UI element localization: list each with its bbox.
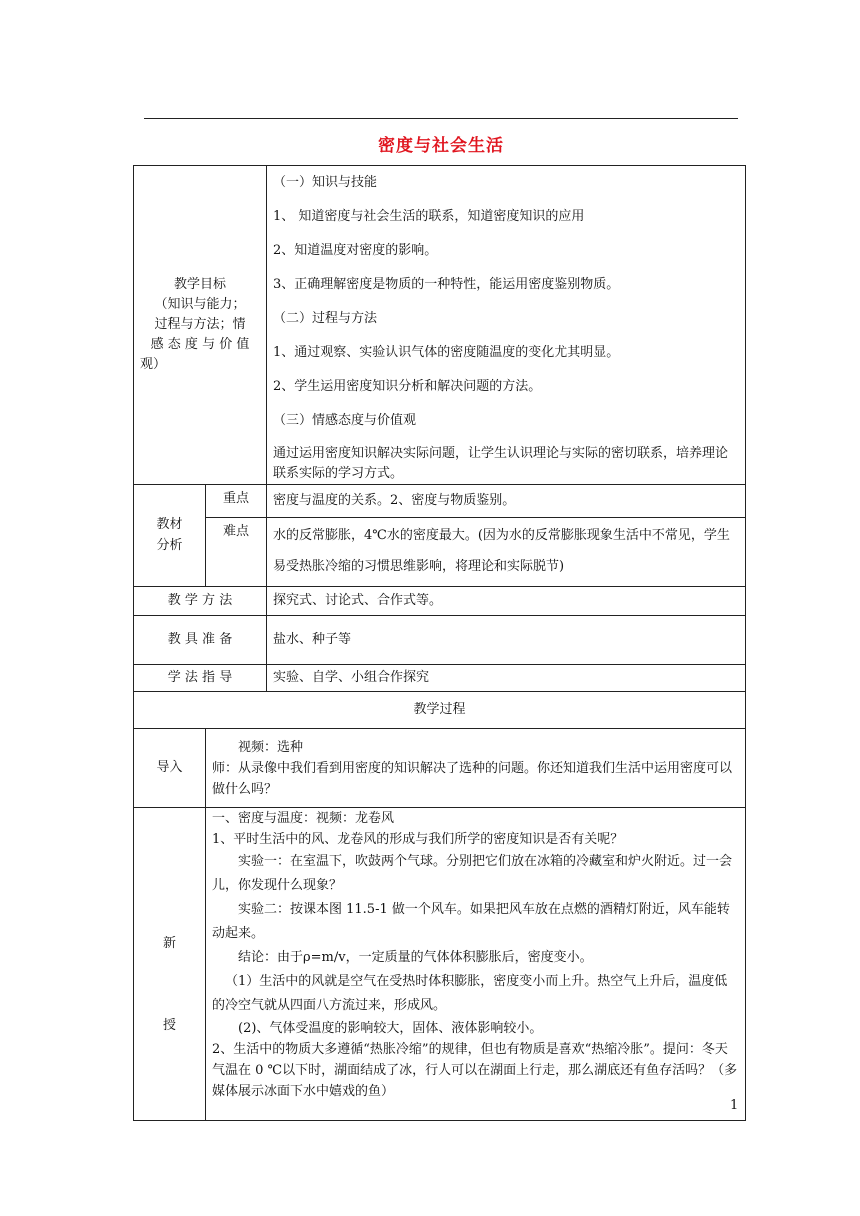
page-number: 1 (730, 1098, 739, 1113)
goal-line: 2、知道温度对密度的影响。 (273, 243, 438, 258)
lesson-plan-table (133, 165, 746, 1121)
goal-line: （三）情感态度与价值观 (273, 413, 417, 428)
tools-text: 盐水、种子等 (267, 616, 746, 665)
intro-label: 导入 (134, 729, 206, 808)
study-label: 学 法 指 导 (134, 665, 267, 692)
goal-line: 通过运用密度知识解决实际问题，让学生认识理论与实际的密切联系，培养理论联系实际的学习方式。 (273, 446, 729, 481)
goal-line: （一）知识与技能 (273, 175, 378, 190)
tools-label: 教 具 准 备 (134, 616, 267, 665)
header-rule (144, 118, 738, 119)
analysis-difficulty-row (134, 518, 746, 587)
study-text: 实验、自学、小组合作探究 (267, 665, 746, 692)
analysis-key-row (134, 485, 746, 518)
analysis-label: 教材分析 (134, 485, 206, 587)
goal-line: 1、 知道密度与社会生活的联系，知道密度知识的应用 (273, 209, 585, 224)
intro-row (134, 729, 746, 808)
process-row (134, 692, 746, 729)
key-text: 密度与温度的关系。2、密度与物质鉴别。 (267, 485, 746, 518)
lesson-line: 结论：由于ρ=m/v，一定质量的气体体积膨胀后，密度变小。 (238, 950, 593, 965)
lesson-line: 1、平时生活中的风、龙卷风的形成与我们所学的密度知识是否有关呢？ (212, 832, 624, 847)
difficulty-text: 水的反常膨胀，4℃水的密度最大。(因为水的反常膨胀现象生活中不常见，学生易受热胀冷缩的习惯思维影响，将理论和实际脱节) (267, 518, 746, 587)
goals-row (134, 166, 746, 485)
new-lesson-content (206, 808, 746, 1121)
goals-content (267, 166, 746, 485)
tools-row (134, 616, 746, 665)
new-lesson-label: 新 授 (134, 808, 206, 1121)
lesson-line: （1）生活中的风就是空气在受热时体积膨胀，密度变小而上升。热空气上升后，温度低的冷空气就从四面八方流过来，形成风。 (212, 974, 728, 1013)
intro-line: 师：从录像中我们看到用密度的知识解决了选种的问题。你还知道我们生活中运用密度可以做什么吗？ (212, 761, 733, 797)
study-row (134, 665, 746, 692)
intro-line: 视频：选种 (238, 740, 304, 755)
key-label: 重点 (206, 485, 267, 518)
goal-line: 2、学生运用密度知识分析和解决问题的方法。 (273, 379, 542, 394)
lesson-line: 实验二：按课本图 11.5-1 做一个风车。如果把风车放在点燃的酒精灯附近，风车能转动起来。 (212, 902, 730, 941)
goal-line: 3、正确理解密度是物质的一种特性，能运用密度鉴别物质。 (273, 277, 620, 292)
method-label: 教 学 方 法 (134, 587, 267, 616)
lesson-line: 一、密度与温度：视频：龙卷风 (212, 811, 395, 826)
goal-line: 1、通过观察、实验认识气体的密度随温度的变化尤其明显。 (273, 345, 620, 360)
method-row (134, 587, 746, 616)
new-lesson-row (134, 808, 746, 1121)
process-title: 教学过程 (134, 692, 746, 729)
method-text: 探究式、讨论式、合作式等。 (267, 587, 746, 616)
difficulty-label: 难点 (206, 518, 267, 587)
lesson-line: 实验一：在室温下，吹鼓两个气球。分别把它们放在冰箱的冷藏室和炉火附近。过一会儿，你发现什么现象？ (212, 854, 733, 893)
lesson-line: 2、生活中的物质大多遵循“热胀冷缩”的规律，但也有物质是喜欢“热缩冷胀”。提问：冬天气温在 0 ℃以下时，湖面结成了冰，行人可以在湖面上行走，那么湖底还有鱼存活吗？（多媒体展示冰面下水中嬉戏的鱼） (212, 1042, 738, 1099)
lesson-line: (2)、气体受温度的影响较大，固体、液体影响较小。 (238, 1021, 543, 1036)
goal-line: （二）过程与方法 (273, 311, 378, 326)
intro-content (206, 729, 746, 808)
page-title: 密度与社会生活 (378, 136, 504, 156)
goals-label: 教学目标 （知识与能力； 过程与方法；情 感 态 度 与 价 值 观） (134, 166, 267, 485)
